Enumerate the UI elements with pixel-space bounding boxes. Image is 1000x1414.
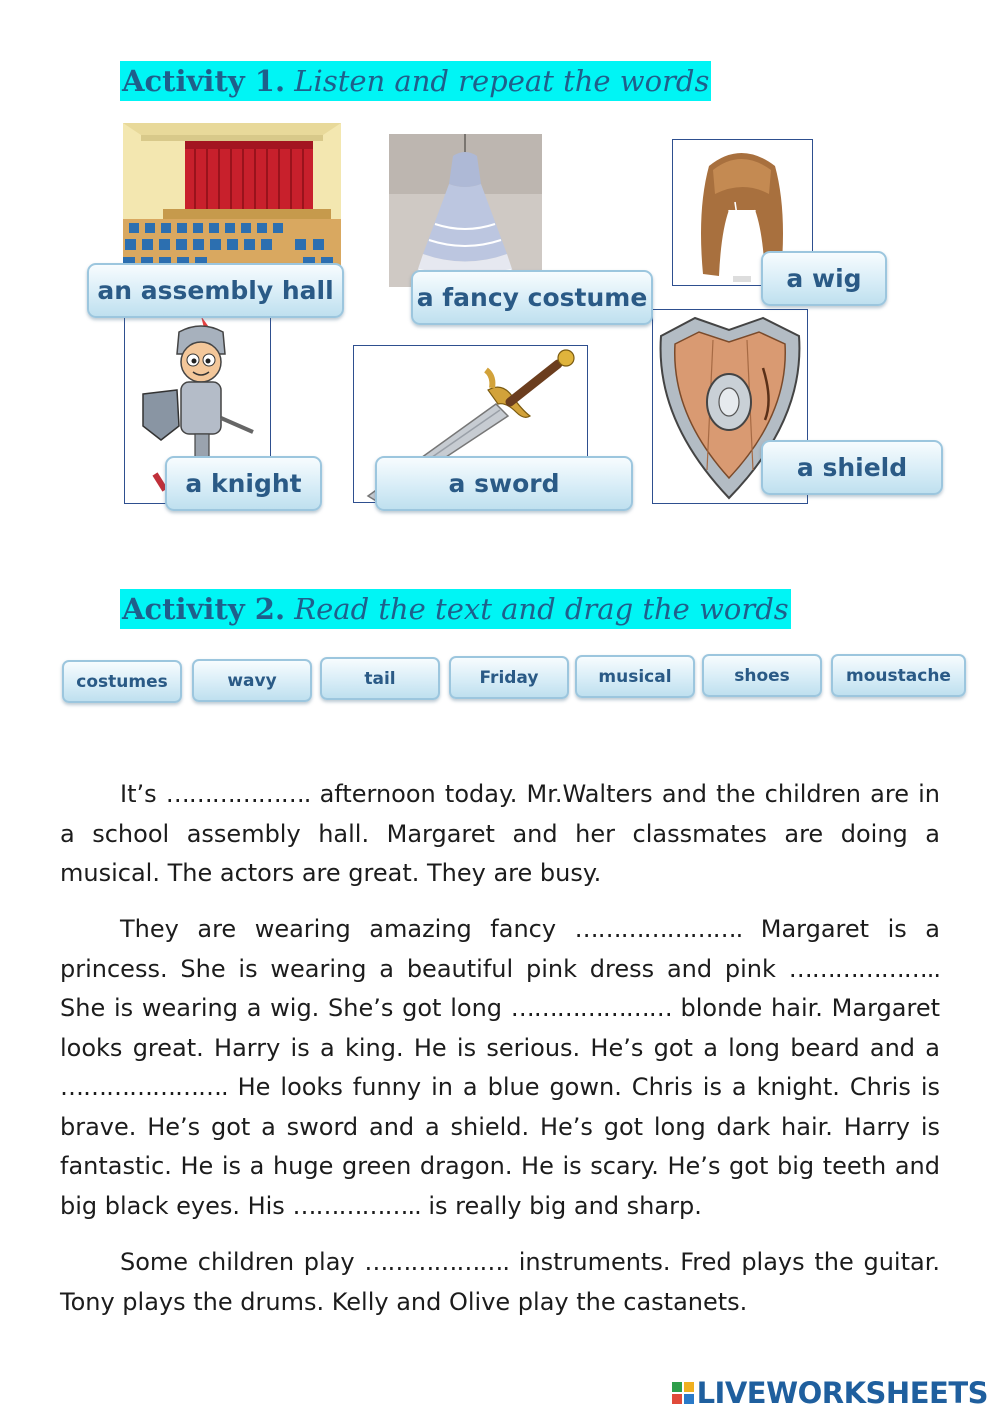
fancy-costume-picture bbox=[388, 133, 543, 288]
liveworksheets-logo bbox=[672, 1376, 988, 1410]
drop-blank-2[interactable]: …………………. bbox=[574, 915, 743, 943]
word-chip-costumes[interactable]: costumes bbox=[62, 660, 182, 703]
reading-paragraph-2 bbox=[60, 910, 940, 1226]
text-segment: is really big and sharp. bbox=[420, 1191, 702, 1220]
text-segment: blonde hair. Margaret looks great. Harry is a king. He is serious. He’s got a long beard and a bbox=[60, 994, 940, 1062]
reading-paragraph-1 bbox=[60, 775, 940, 894]
text-segment: instruments. Fred plays the guitar. Tony plays the drums. Kelly and Olive play the castanets. bbox=[60, 1248, 940, 1316]
vocab-label-knight: a knight bbox=[165, 456, 322, 511]
word-chip-friday[interactable]: Friday bbox=[449, 656, 569, 699]
liveworksheets-logo-icon bbox=[672, 1382, 694, 1404]
word-chip-wavy[interactable]: wavy bbox=[192, 659, 312, 702]
drop-blank-4[interactable]: ………………… bbox=[510, 994, 672, 1022]
activity-1-instruction: Listen and repeat the words bbox=[294, 64, 710, 98]
activity-2-instruction: Read the text and drag the words bbox=[294, 592, 789, 626]
activity-2-number: Activity 2. bbox=[122, 592, 286, 626]
word-chip-moustache[interactable]: moustache bbox=[831, 654, 966, 697]
drop-blank-5[interactable]: …………………. bbox=[60, 1073, 228, 1101]
text-segment: She is wearing a wig. She’s got long bbox=[60, 994, 511, 1022]
vocab-label-assembly-hall: an assembly hall bbox=[87, 263, 344, 318]
word-chip-shoes[interactable]: shoes bbox=[702, 654, 822, 697]
text-segment: He looks funny in a blue gown. Chris is a knight. Chris is brave. He’s got a sword and a shield. He’s got long dark hair. Harry is fantastic. He is a huge green dragon. He is scary. He’s got big teeth and big black eyes. His bbox=[60, 1073, 940, 1220]
vocab-label-wig: a wig bbox=[761, 251, 887, 306]
vocab-label-shield: a shield bbox=[761, 440, 943, 495]
vocab-label-fancy-costume: a fancy costume bbox=[411, 270, 653, 325]
reading-paragraph-3 bbox=[60, 1243, 940, 1322]
word-chip-musical[interactable]: musical bbox=[575, 655, 695, 698]
activity-1-number: Activity 1. bbox=[122, 64, 286, 98]
drop-blank-6[interactable]: …………….. bbox=[292, 1191, 421, 1220]
drop-blank-1[interactable]: ………………. bbox=[165, 780, 311, 808]
activity-1-heading bbox=[120, 61, 711, 101]
text-segment: It’s bbox=[120, 780, 166, 808]
assembly-hall-picture bbox=[122, 122, 342, 276]
text-segment: They are wearing amazing fancy bbox=[120, 915, 575, 943]
vocab-label-sword: a sword bbox=[375, 456, 633, 511]
text-segment: Margaret is a princess. She is wearing a beautiful pink dress and pink bbox=[60, 915, 940, 983]
text-segment: afternoon today. Mr.Walters and the children are in a school assembly hall. Margaret and her classmates are doing a musical. The actors are great. They are busy. bbox=[60, 780, 941, 887]
text-segment: Some children play bbox=[120, 1248, 365, 1276]
word-chip-tail[interactable]: tail bbox=[320, 657, 440, 700]
drop-blank-3[interactable]: ……………….. bbox=[788, 954, 940, 983]
activity-2-heading bbox=[120, 589, 791, 629]
drop-blank-7[interactable]: ………………. bbox=[364, 1248, 509, 1276]
brand-text: LIVEWORKSHEETS bbox=[696, 1376, 988, 1410]
